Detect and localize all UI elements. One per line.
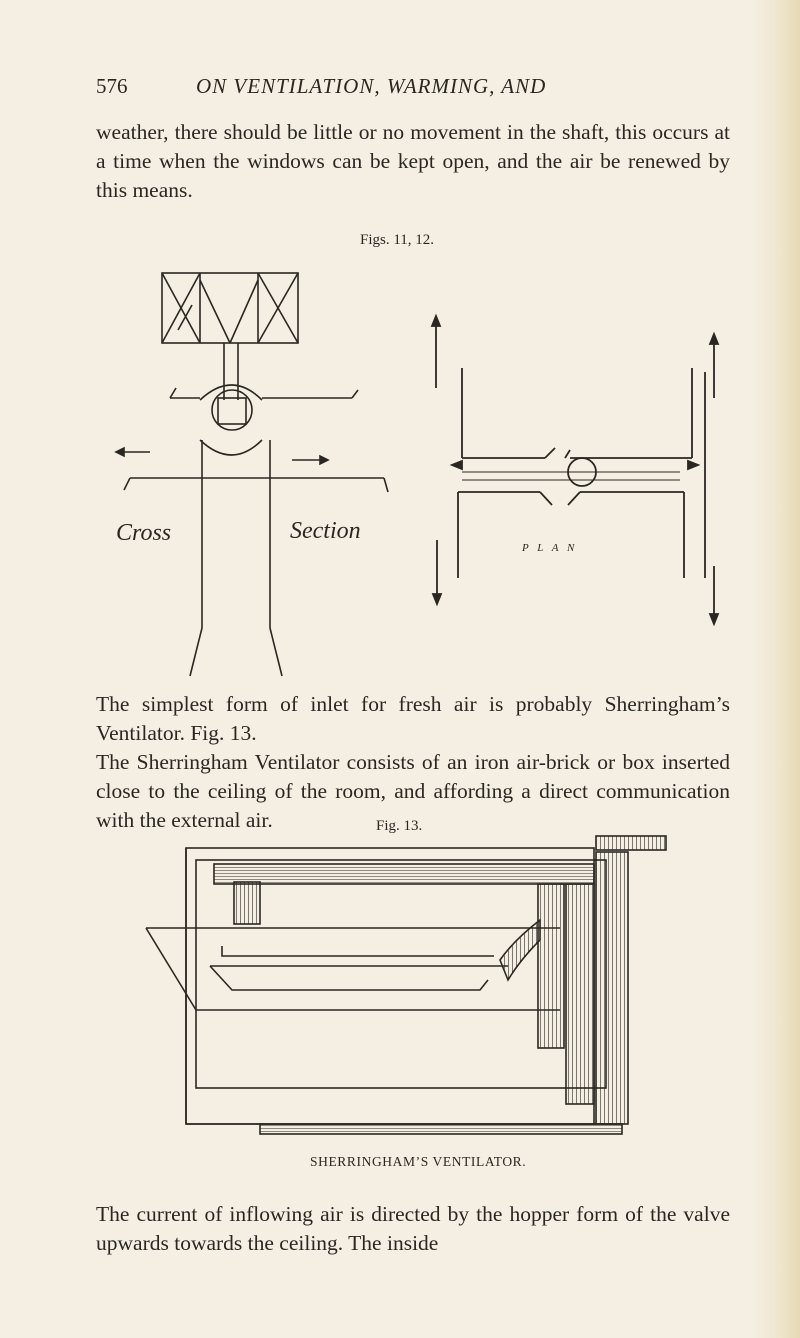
- plan-label: P L A N: [522, 542, 578, 554]
- figs-11-12-caption: Figs. 11, 12.: [360, 232, 435, 248]
- paragraph-1: weather, there should be little or no movement in the shaft, this occurs at a time when the windows can be kept open, and the air be renewed by this means.: [96, 120, 730, 202]
- page-number: 576: [96, 74, 128, 98]
- fig-13-caption: Fig. 13.: [376, 818, 423, 834]
- section-label: Section: [290, 518, 361, 544]
- running-head: ON VENTILATION, WARMING, AND: [196, 74, 547, 98]
- paragraph-4: The current of inflowing air is directed by the hopper form of the valve upwards towards the ceiling. The inside: [96, 1202, 730, 1255]
- fig-13-title: SHERRINGHAM’S VENTILATOR.: [310, 1154, 527, 1169]
- paragraph-3: The Sherringham Ventilator consists of an iron air-brick or box inserted close to the ceiling of the room, and affording a direct communication with the external air.: [96, 750, 730, 832]
- cross-label: Cross: [116, 520, 172, 546]
- paragraph-2: The simplest form of inlet for fresh air is probably Sherringham’s Ventilator. Fig. 13.: [96, 692, 730, 745]
